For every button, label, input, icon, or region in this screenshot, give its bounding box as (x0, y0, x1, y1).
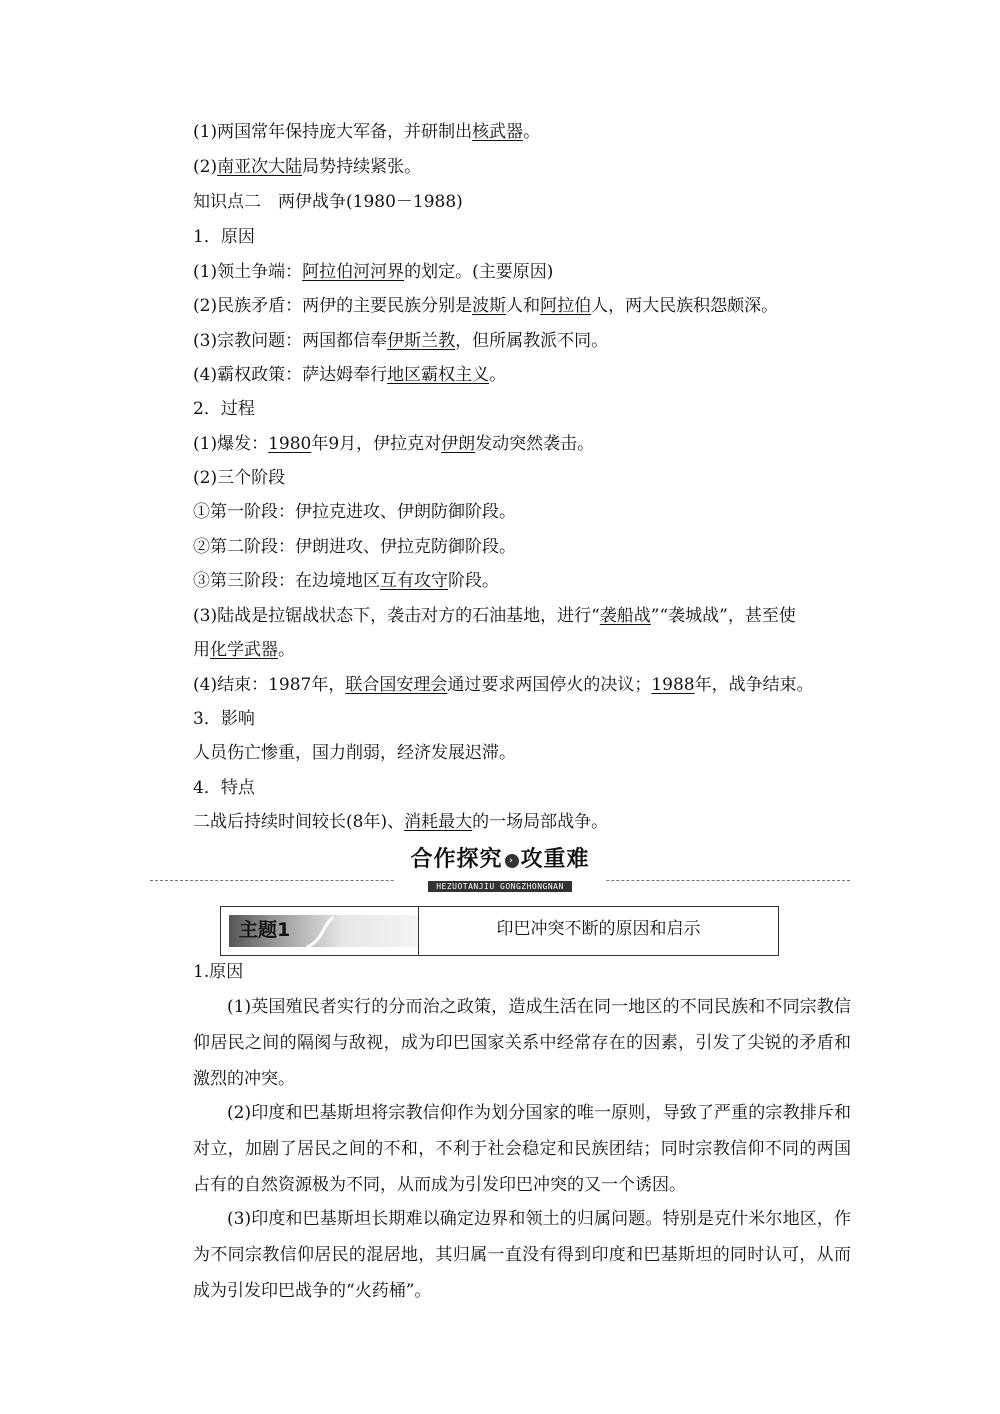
text-segment: (3)宗教问题：两国都信奉 (193, 331, 388, 351)
answer-nuclear-weapons: 核武器 (472, 122, 524, 142)
text-segment: (1)两国常年保持庞大军备，并研制出 (193, 122, 473, 142)
banner-title (395, 846, 605, 874)
text-line-21 (193, 810, 608, 834)
text-segment: (4)霸权政策：萨达姆奉行 (193, 365, 388, 385)
answer-iran: 伊朗 (441, 434, 476, 454)
topic-title: 印巴冲突不断的原因和启示 (496, 919, 701, 939)
text-line-2 (193, 155, 421, 179)
text-line-6 (193, 294, 778, 318)
text-segment: 二战后持续时间较长(8年)、 (193, 812, 405, 832)
answer-south-asia: 南亚次大陆 (217, 157, 303, 177)
text-segment: 人和 (506, 296, 541, 316)
text-line-8 (193, 363, 506, 387)
text-segment: 。 (523, 122, 541, 142)
text-segment: (4)结束：1987年， (193, 675, 346, 695)
text-segment: (3)陆战是拉锯战状态下，袭击对方的石油基地，进行“ (193, 606, 600, 626)
answer-tanker-war: 袭船战 (599, 606, 651, 626)
arrow-dot-icon: › (505, 854, 519, 868)
text-segment: 通过要求两国停火的决议； (447, 675, 652, 695)
text-segment: 局势持续紧张。 (302, 157, 422, 177)
subheading-features: 4．特点 (193, 778, 255, 798)
paragraph-2: (2)印度和巴基斯坦将宗教信仰作为划分国家的唯一原则，导致了严重的宗教排斥和对立，加剧了居民之间的不和，不利于社会稳定和民族团结；同时宗教信仰不同的两国占有的自然资源极为不同，从而成为引发印巴冲突的又一个诱因。 (193, 1103, 851, 1195)
banner-title-left: 合作探究 (410, 847, 503, 872)
banner-subtitle: HEZUOTANJIU GONGZHONGNAN (428, 881, 572, 892)
text-segment: (1)爆发： (193, 434, 269, 454)
subheading-process: 2．过程 (193, 399, 255, 419)
answer-un-security-council: 联合国安理会 (345, 675, 448, 695)
text-line-12: ①第一阶段：伊拉克进攻、伊朗防御阶段。 (193, 502, 516, 522)
banner-title-right: 攻重难 (520, 847, 590, 872)
answer-1988: 1988 (651, 675, 695, 695)
answer-regional-hegemony: 地区霸权主义 (387, 365, 490, 385)
answer-shatt-al-arab: 阿拉伯河河界 (302, 262, 405, 282)
text-line-17 (193, 673, 814, 697)
text-segment: (2) (193, 157, 218, 177)
text-segment: (2)民族矛盾：两伊的主要民族分别是 (193, 296, 473, 316)
text-line-19: 人员伤亡惨重，国力削弱，经济发展迟滞。 (193, 743, 516, 763)
topic-tab (221, 907, 419, 955)
answer-most-costly: 消耗最大 (404, 812, 473, 832)
text-line-10 (193, 432, 594, 456)
subheading-impact: 3．影响 (193, 709, 255, 729)
topic-box (220, 906, 779, 956)
paragraph-1: (1)英国殖民者实行的分而治之政策，造成生活在同一地区的不同民族和不同宗教信仰居民之间的隔阂与敌视，成为印巴国家关系中经常存在的因素，引发了尖锐的矛盾和激烈的冲突。 (193, 997, 851, 1089)
text-line-13: ②第二阶段：伊朗进攻、伊拉克防御阶段。 (193, 537, 516, 557)
text-line-15 (193, 604, 796, 628)
text-segment: ③第三阶段：在边境地区 (193, 571, 380, 591)
answer-persian: 波斯 (472, 296, 507, 316)
section-heading-knowledge-point-2: 知识点二 两伊战争(1980－1988) (193, 192, 463, 212)
text-segment: (1)领土争端： (193, 262, 303, 282)
answer-islam: 伊斯兰教 (387, 331, 456, 351)
text-line-1 (193, 120, 540, 144)
section-banner (150, 846, 850, 890)
text-segment: 年，战争结束。 (694, 675, 814, 695)
banner-title-block (395, 846, 605, 890)
text-segment: 发动突然袭击。 (475, 434, 595, 454)
subheading-reasons: 1.原因 (193, 962, 244, 982)
text-segment: 。 (489, 365, 507, 385)
text-line-14 (193, 569, 499, 593)
text-line-7 (193, 329, 608, 353)
answer-1980: 1980 (268, 434, 312, 454)
answer-mutual-attack: 互有攻守 (380, 571, 448, 591)
paragraph-3: (3)印度和巴基斯坦长期难以确定边界和领土的归属问题。特别是克什米尔地区，作为不同宗教信仰居民的混居地，其归属一直没有得到印度和巴基斯坦的同时认可，从而成为引发印巴战争的“火药桶”。 (193, 1209, 851, 1301)
subheading-causes: 1．原因 (193, 227, 255, 247)
text-line-16 (193, 638, 295, 662)
answer-chemical-weapons: 化学武器 (210, 640, 278, 660)
text-line-11: (2)三个阶段 (193, 468, 286, 488)
swoosh-decoration-icon (305, 913, 335, 949)
text-line-5 (193, 260, 553, 284)
text-segment: 的划定。(主要原因) (404, 262, 554, 282)
text-segment: 用 (193, 640, 210, 660)
text-segment: ”“袭城战”，甚至使 (650, 606, 796, 626)
text-segment: 年9月，伊拉克对 (311, 434, 442, 454)
text-segment: 阶段。 (448, 571, 499, 591)
text-segment: 人，两大民族积怨颇深。 (591, 296, 779, 316)
topic-label: 主题1 (239, 919, 291, 941)
text-segment: 。 (278, 640, 295, 660)
text-segment: 的一场局部战争。 (472, 812, 609, 832)
answer-arab: 阿拉伯 (540, 296, 592, 316)
text-segment: ，但所属教派不同。 (455, 331, 609, 351)
